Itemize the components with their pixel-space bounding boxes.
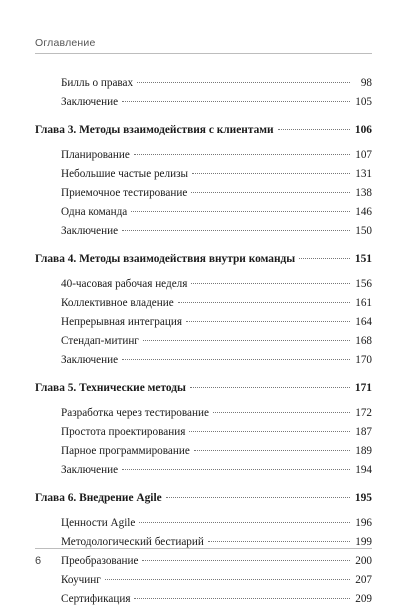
dot-leader <box>178 302 350 303</box>
dot-leader <box>192 173 350 174</box>
toc-entry-page: 164 <box>355 316 372 328</box>
toc-entry-title: 40-часовая рабочая неделя <box>61 278 188 290</box>
toc-section-entry <box>35 96 372 115</box>
toc-chapter-entry <box>35 382 372 401</box>
toc-entry-title: Заключение <box>61 354 119 366</box>
toc-entry-page: 98 <box>360 77 372 89</box>
toc-entry-title: Ценности Agile <box>61 517 136 529</box>
toc-entry-title: Планирование <box>61 149 130 161</box>
toc-entry-title: Заключение <box>61 225 119 237</box>
dot-leader <box>139 522 350 523</box>
toc-entry-title: Сертификация <box>61 593 131 605</box>
toc-section-entry <box>35 168 372 187</box>
toc-entry-title: Преобразование <box>61 555 139 567</box>
toc-section-entry <box>35 517 372 536</box>
toc-entry-page: 146 <box>355 206 372 218</box>
toc-entry-page: 106 <box>354 124 372 136</box>
toc-section-entry <box>35 445 372 464</box>
toc-section-entry <box>35 206 372 225</box>
toc-entry-title: Одна команда <box>61 206 128 218</box>
toc-section-entry <box>35 335 372 354</box>
footer-rule <box>35 548 372 549</box>
toc-section-entry <box>35 316 372 335</box>
running-head: Оглавление <box>35 37 96 49</box>
dot-leader <box>122 230 350 231</box>
toc-entry-page: 187 <box>355 426 372 438</box>
toc-section-entry <box>35 149 372 168</box>
dot-leader <box>122 359 350 360</box>
toc-section-entry <box>35 464 372 483</box>
toc-entry-page: 207 <box>355 574 372 586</box>
toc-entry-page: 131 <box>355 168 372 180</box>
dot-leader <box>190 387 350 388</box>
toc-entry-page: 171 <box>354 382 372 394</box>
toc-section-entry <box>35 278 372 297</box>
toc-entry-page: 199 <box>355 536 372 548</box>
toc-entry-page: 150 <box>355 225 372 237</box>
toc-entry-page: 189 <box>355 445 372 457</box>
toc-entry-title: Небольшие частые релизы <box>61 168 189 180</box>
toc-section-entry <box>35 426 372 445</box>
header-rule <box>35 53 372 54</box>
toc-entry-page: 161 <box>355 297 372 309</box>
toc-section-entry <box>35 187 372 206</box>
toc-entry-page: 105 <box>355 96 372 108</box>
dot-leader <box>131 211 350 212</box>
toc-entry-page: 196 <box>355 517 372 529</box>
dot-leader <box>143 340 350 341</box>
toc-entry-title: Непрерывная интеграция <box>61 316 182 328</box>
toc-entry-page: 194 <box>355 464 372 476</box>
dot-leader <box>194 450 350 451</box>
toc-entry-title: Заключение <box>61 464 119 476</box>
toc-section-entry <box>35 574 372 593</box>
dot-leader <box>122 101 350 102</box>
toc-entry-title: Коллективное владение <box>61 297 174 309</box>
toc-entry-page: 172 <box>355 407 372 419</box>
dot-leader <box>208 541 350 542</box>
table-of-contents <box>35 77 372 612</box>
dot-leader <box>189 431 350 432</box>
toc-entry-title: Парное программирование <box>61 445 190 457</box>
toc-entry-page: 209 <box>355 593 372 605</box>
toc-entry-title: Разработка через тестирование <box>61 407 209 419</box>
toc-entry-title: Методологический бестиарий <box>61 536 204 548</box>
dot-leader <box>213 412 350 413</box>
toc-entry-title: Стендап-митинг <box>61 335 139 347</box>
toc-section-entry <box>35 407 372 426</box>
toc-section-entry <box>35 354 372 373</box>
toc-entry-title: Глава 3. Методы взаимодействия с клиентами <box>35 124 274 136</box>
toc-section-entry <box>35 77 372 96</box>
toc-entry-title: Глава 4. Методы взаимодействия внутри команды <box>35 253 296 265</box>
toc-entry-page: 200 <box>355 555 372 567</box>
toc-entry-page: 170 <box>355 354 372 366</box>
toc-entry-title: Заключение <box>61 96 119 108</box>
dot-leader <box>166 497 350 498</box>
dot-leader <box>105 579 350 580</box>
toc-chapter-entry <box>35 492 372 511</box>
toc-entry-page: 151 <box>354 253 372 265</box>
toc-entry-page: 138 <box>355 187 372 199</box>
dot-leader <box>142 560 350 561</box>
dot-leader <box>122 469 350 470</box>
toc-chapter-entry <box>35 253 372 272</box>
toc-section-entry <box>35 555 372 574</box>
dot-leader <box>134 598 350 599</box>
toc-entry-title: Билль о правах <box>61 77 134 89</box>
toc-entry-page: 195 <box>354 492 372 504</box>
toc-entry-page: 156 <box>355 278 372 290</box>
dot-leader <box>186 321 350 322</box>
toc-entry-page: 168 <box>355 335 372 347</box>
dot-leader <box>191 192 350 193</box>
toc-entry-title: Приемочное тестирование <box>61 187 188 199</box>
toc-entry-title: Коучинг <box>61 574 101 586</box>
toc-entry-title: Глава 5. Технические методы <box>35 382 186 394</box>
toc-chapter-entry <box>35 124 372 143</box>
dot-leader <box>299 258 350 259</box>
dot-leader <box>278 129 350 130</box>
dot-leader <box>191 283 350 284</box>
toc-section-entry <box>35 536 372 555</box>
toc-section-entry <box>35 297 372 316</box>
toc-entry-title: Глава 6. Внедрение Agile <box>35 492 162 504</box>
toc-entry-title: Простота проектирования <box>61 426 186 438</box>
dot-leader <box>134 154 350 155</box>
toc-entry-page: 107 <box>355 149 372 161</box>
page-number: 6 <box>35 555 42 567</box>
toc-section-entry <box>35 593 372 612</box>
toc-section-entry <box>35 225 372 244</box>
dot-leader <box>137 82 350 83</box>
